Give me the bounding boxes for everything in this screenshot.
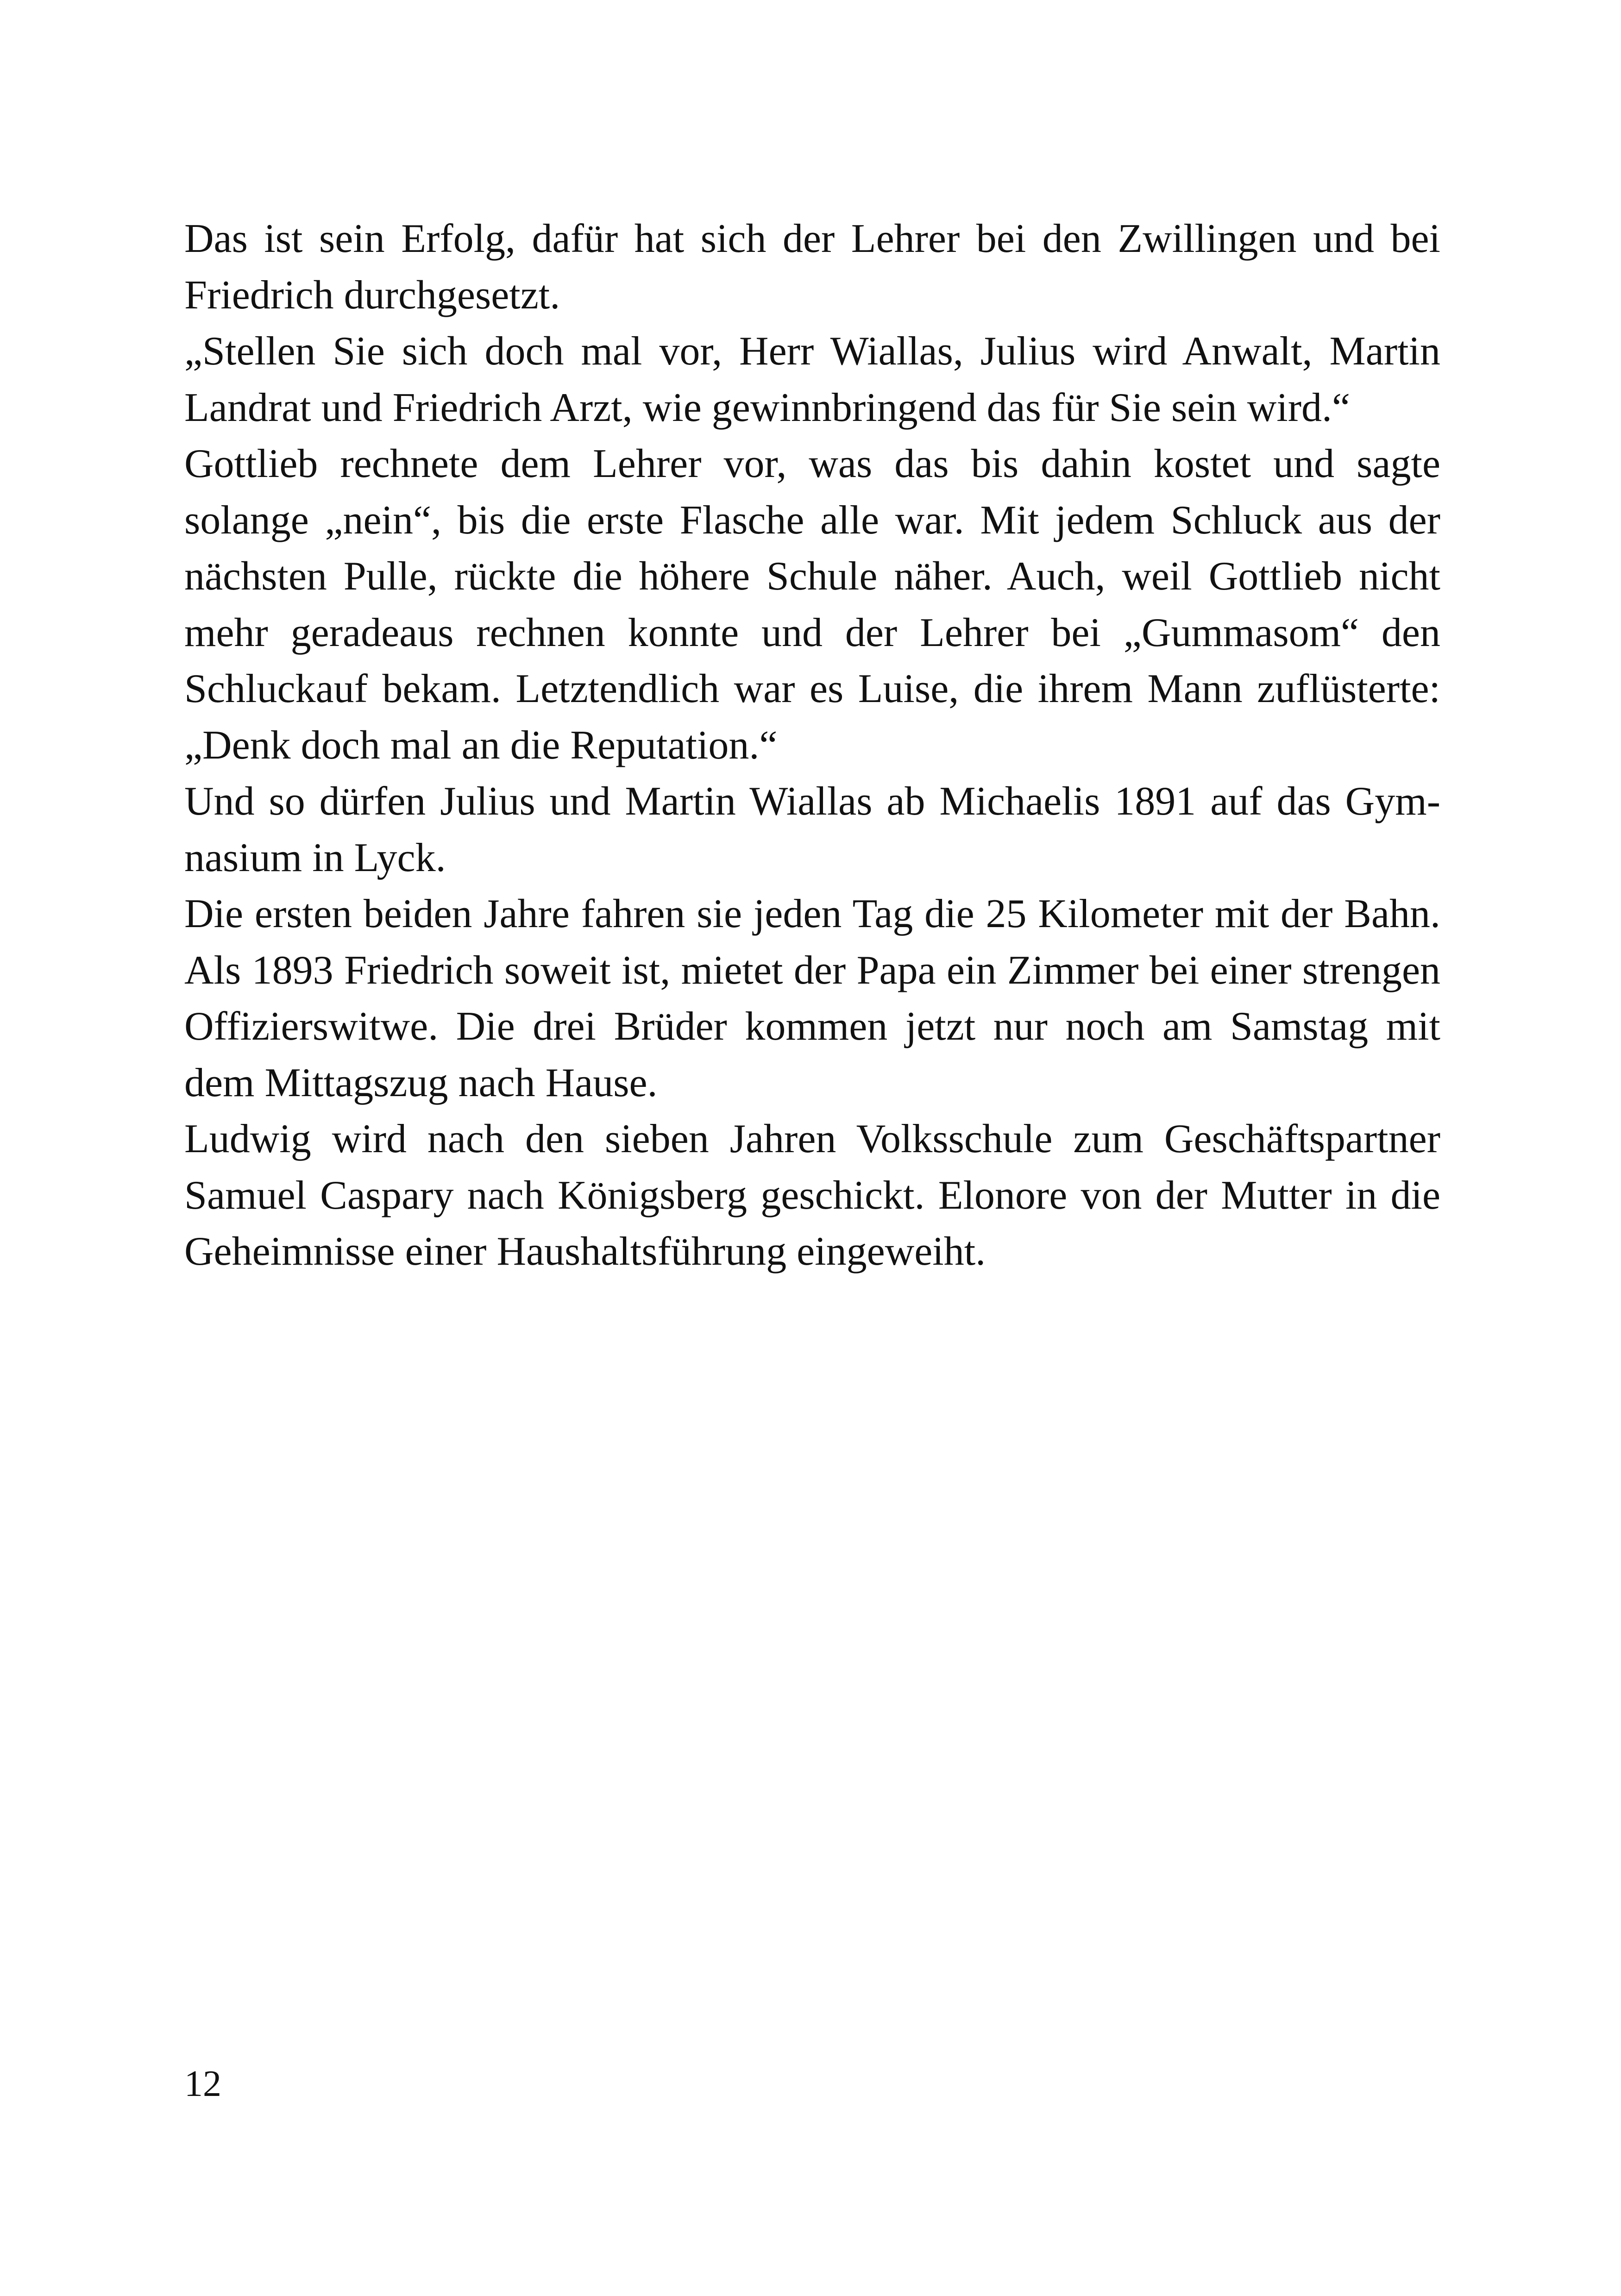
paragraph-1: Das ist sein Erfolg, dafür hat sich der Lehrer bei den Zwillingen und bei Friedrich durchgesetzt. <box>184 216 1440 318</box>
paragraph-4: Und so dürfen Julius und Martin Wiallas ab Michaelis 1891 auf das Gymnasium in Lyck. <box>184 779 1440 880</box>
paragraph-6: Ludwig wird nach den sieben Jahren Volksschule zum Geschäftspartner Samuel Caspary nach Königsberg geschickt. Elonore von der Mutter in die Geheimnisse einer Haushaltsführung eingeweiht. <box>184 1117 1440 1274</box>
paragraph-2: „Stellen Sie sich doch mal vor, Herr Wiallas, Julius wird Anwalt, Martin Landrat und Friedrich Arzt, wie gewinnbringend das für Sie sein wird.“ <box>184 329 1440 430</box>
paragraph-5: Die ersten beiden Jahre fahren sie jeden Tag die 25 Kilometer mit der Bahn. Als 1893 Friedrich soweit ist, mietet der Papa ein Zimmer bei einer strengen Offizierswitwe. Die drei Brüder kommen jetzt nur noch am Samstag mit dem Mittagszug nach Hause. <box>184 891 1440 1105</box>
page-number: 12 <box>184 2064 221 2104</box>
body-text <box>184 211 1440 1280</box>
paragraph-3: Gottlieb rechnete dem Lehrer vor, was das bis dahin kostet und sagte solange „nein“, bis die erste Flasche alle war. Mit jedem Schluck aus der nächsten Pulle, rückte die höhere Schule näher. Auch, weil Gottlieb nicht mehr geradeaus rechnen konnte und der Lehrer bei „Gummasom“ den Schluckauf bekam. Letztendlich war es Luise, die ihrem Mann zuflüsterte: „Denk doch mal an die Reputation.“ <box>184 441 1440 768</box>
